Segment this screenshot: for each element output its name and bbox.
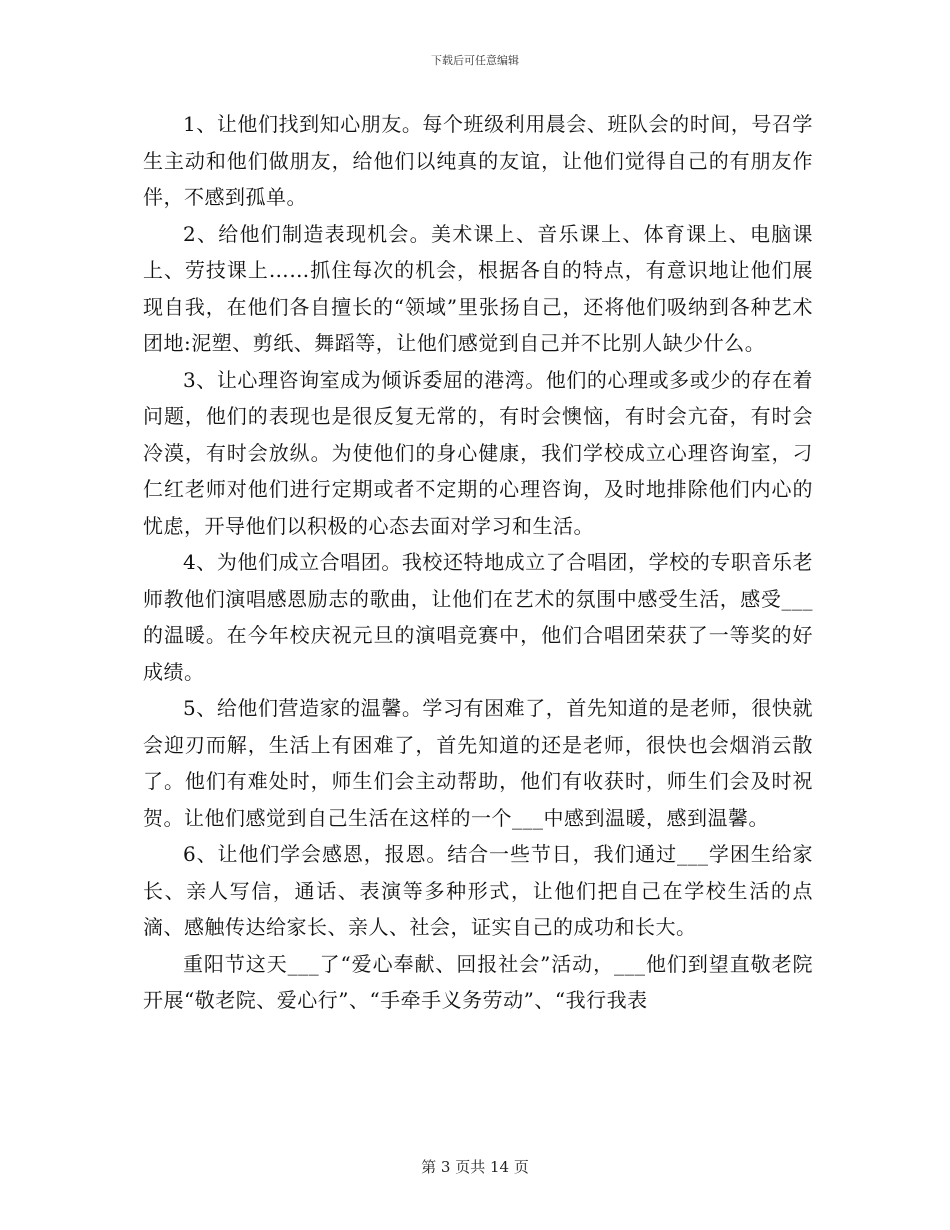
paragraph-7: 重阳节这天___了“爱心奉献、回报社会”活动，___他们到望直敬老院开展“敬老院、爱心行”、“手牵手义务劳动”、“我行我表 xyxy=(143,951,813,1012)
paragraph-3: 3、让心理咨询室成为倾诉委屈的港湾。他们的心理或多或少的存在着问题，他们的表现也是很反复无常的，有时会懊恼，有时会亢奋，有时会冷漠，有时会放纵。为使他们的身心健康，我们学校成立心理咨询室，刁仁红老师对他们进行定期或者不定期的心理咨询，及时地排除他们内心的忧虑，开导他们以积极的心态去面对学习和生活。 xyxy=(143,367,813,538)
page-number: 第 3 页共 14 页 xyxy=(421,1158,529,1176)
paragraph-6: 6、让他们学会感恩，报恩。结合一些节日，我们通过___学困生给家长、亲人写信，通话、表演等多种形式，让他们把自己在学校生活的点滴、感触传达给家长、亲人、社会，证实自己的成功和长大。 xyxy=(143,842,813,939)
paragraph-1: 1、让他们找到知心朋友。每个班级利用晨会、班队会的时间，号召学生主动和他们做朋友，给他们以纯真的友谊，让他们觉得自己的有朋友作伴，不感到孤单。 xyxy=(143,112,813,209)
document-body xyxy=(143,106,813,1019)
paragraph-5: 5、给他们营造家的温馨。学习有困难了，首先知道的是老师，很快就会迎刃而解，生活上有困难了，首先知道的还是老师，很快也会烟消云散了。他们有难处时，师生们会主动帮助，他们有收获时，师生们会及时祝贺。让他们感觉到自己生活在这样的一个___中感到温暖，感到温馨。 xyxy=(143,696,813,830)
paragraph-4: 4、为他们成立合唱团。我校还特地成立了合唱团，学校的专职音乐老师教他们演唱感恩励志的歌曲，让他们在艺术的氛围中感受生活，感受___的温暖。在今年校庆祝元旦的演唱竞赛中，他们合唱团荣获了一等奖的好成绩。 xyxy=(143,550,813,684)
page-header-note: 下载后可任意编辑 xyxy=(431,54,519,67)
paragraph-2: 2、给他们制造表现机会。美术课上、音乐课上、体育课上、电脑课上、劳技课上……抓住每次的机会，根据各自的特点，有意识地让他们展现自我，在他们各自擅长的“领域”里张扬自己，还将他们吸纳到各种艺术团地:泥塑、剪纸、舞蹈等，让他们感觉到自己并不比别人缺少什么。 xyxy=(143,221,813,355)
